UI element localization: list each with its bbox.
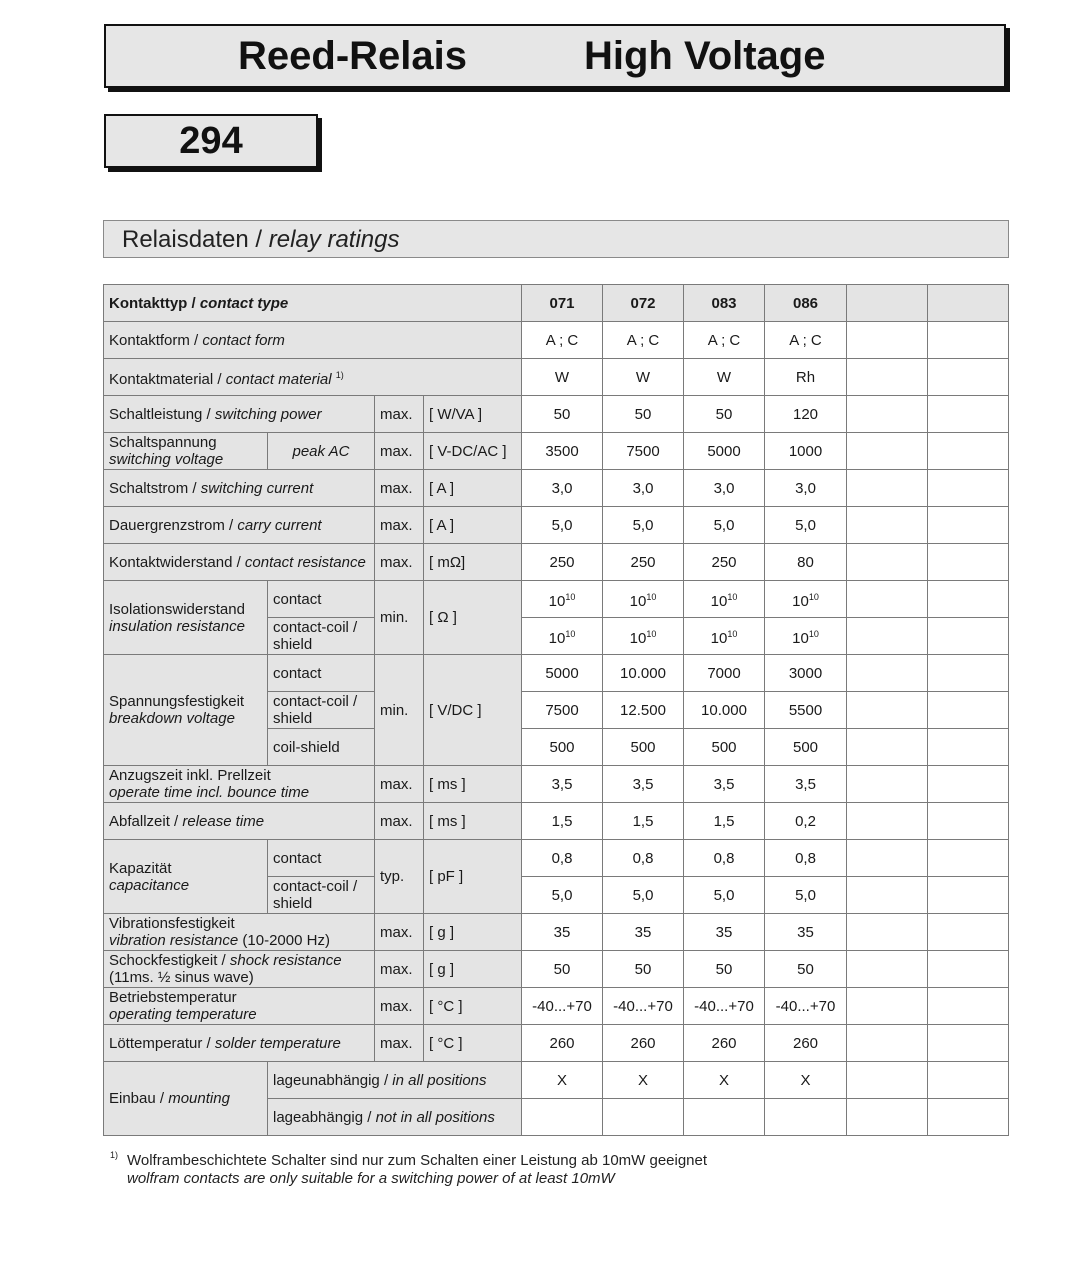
- table-cell: [928, 581, 1009, 618]
- table-cell: [847, 322, 928, 359]
- table-row-switching-power: [104, 396, 1009, 433]
- table-cell: [847, 803, 928, 840]
- table-cell: 35: [765, 914, 847, 951]
- row-label: Abfallzeit / release time: [104, 803, 375, 840]
- table-cell: 260: [603, 1025, 684, 1062]
- table-cell: [847, 655, 928, 692]
- table-cell: 500: [684, 729, 765, 766]
- table-cell: 50: [765, 951, 847, 988]
- table-cell: X: [684, 1062, 765, 1099]
- table-cell: 5000: [684, 433, 765, 470]
- row-unit: [ pF ]: [424, 840, 522, 914]
- table-cell: 3500: [522, 433, 603, 470]
- table-cell: [928, 507, 1009, 544]
- table-cell: 5500: [765, 692, 847, 729]
- row-qualifier: max.: [375, 433, 424, 470]
- column-header: 086: [765, 285, 847, 322]
- table-cell: 0,8: [603, 840, 684, 877]
- table-row-contact-resistance: [104, 544, 1009, 581]
- row-qualifier: max.: [375, 988, 424, 1025]
- table-row-contact-type: [104, 285, 1009, 322]
- table-row-switching-voltage: [104, 433, 1009, 470]
- document-title-banner: [104, 24, 1006, 88]
- table-cell: 1,5: [603, 803, 684, 840]
- table-cell: 0,8: [522, 840, 603, 877]
- table-cell: [847, 396, 928, 433]
- table-cell: [928, 766, 1009, 803]
- row-sublabel: contact-coil / shield: [268, 877, 375, 914]
- row-label: Dauergrenzstrom / carry current: [104, 507, 375, 544]
- table-cell: 3,0: [603, 470, 684, 507]
- table-row-mounting-all-positions: [104, 1062, 1009, 1099]
- row-sublabel: peak AC: [268, 433, 375, 470]
- table-cell: 50: [522, 951, 603, 988]
- table-cell: [928, 322, 1009, 359]
- table-cell: [928, 470, 1009, 507]
- table-cell: $10^{10}$: [522, 618, 603, 655]
- table-cell: [847, 433, 928, 470]
- row-unit: [ °C ]: [424, 1025, 522, 1062]
- table-cell: 5,0: [522, 877, 603, 914]
- table-cell: 120: [765, 396, 847, 433]
- section-title-de: Relaisdaten /: [122, 226, 269, 253]
- table-cell: 7000: [684, 655, 765, 692]
- table-cell: [603, 1099, 684, 1136]
- table-cell: 0,8: [765, 840, 847, 877]
- row-qualifier: max.: [375, 544, 424, 581]
- table-cell: A ; C: [684, 322, 765, 359]
- row-sublabel: contact: [268, 840, 375, 877]
- table-cell: $10^{10}$: [603, 581, 684, 618]
- row-label: Kontaktform / contact form: [104, 322, 522, 359]
- table-cell: 0,8: [684, 840, 765, 877]
- footnote-text-en: wolfram contacts are only suitable for a switching power of at least 10mW: [127, 1170, 615, 1187]
- table-row-operating-temperature: [104, 988, 1009, 1025]
- title-reed-relais: Reed-Relais: [238, 34, 467, 78]
- table-cell: [847, 507, 928, 544]
- table-cell: 7500: [603, 433, 684, 470]
- table-row-solder-temperature: [104, 1025, 1009, 1062]
- table-cell: 10.000: [684, 692, 765, 729]
- table-cell: [928, 359, 1009, 396]
- row-label: Kontakttyp / contact type: [104, 285, 522, 322]
- section-heading: [103, 220, 1009, 258]
- column-header: 071: [522, 285, 603, 322]
- table-cell: 3,5: [522, 766, 603, 803]
- table-cell: 5,0: [603, 507, 684, 544]
- row-qualifier: min.: [375, 581, 424, 655]
- table-cell: [847, 470, 928, 507]
- series-number-box: 294: [104, 114, 318, 168]
- row-unit: [ A ]: [424, 507, 522, 544]
- table-cell: [928, 433, 1009, 470]
- table-cell: 50: [522, 396, 603, 433]
- table-row-carry-current: [104, 507, 1009, 544]
- row-unit: [ ms ]: [424, 803, 522, 840]
- row-sublabel: contact: [268, 581, 375, 618]
- table-cell: 5,0: [522, 507, 603, 544]
- row-qualifier: max.: [375, 1025, 424, 1062]
- table-cell: A ; C: [765, 322, 847, 359]
- table-cell: [522, 1099, 603, 1136]
- table-row-contact-material: [104, 359, 1009, 396]
- table-cell: 3,0: [765, 470, 847, 507]
- table-cell: $10^{10}$: [765, 618, 847, 655]
- table-cell: 250: [522, 544, 603, 581]
- row-label: Kapazität capacitance: [104, 840, 268, 914]
- table-cell: [847, 1025, 928, 1062]
- row-label: Kontaktwiderstand / contact resistance: [104, 544, 375, 581]
- table-cell: 35: [603, 914, 684, 951]
- table-cell: 3,0: [522, 470, 603, 507]
- table-cell: [847, 877, 928, 914]
- row-unit: [ V/DC ]: [424, 655, 522, 766]
- table-cell: [847, 840, 928, 877]
- table-cell: [928, 396, 1009, 433]
- table-cell: [928, 1025, 1009, 1062]
- section-title-en: relay ratings: [268, 226, 400, 253]
- row-qualifier: typ.: [375, 840, 424, 914]
- table-row-operate-time: [104, 766, 1009, 803]
- table-cell: [928, 729, 1009, 766]
- table-cell: 80: [765, 544, 847, 581]
- row-unit: [ W/VA ]: [424, 396, 522, 433]
- table-cell: 500: [522, 729, 603, 766]
- row-qualifier: max.: [375, 470, 424, 507]
- table-cell: A ; C: [522, 322, 603, 359]
- table-row-contact-form: [104, 322, 1009, 359]
- table-cell: [847, 914, 928, 951]
- table-cell: 5,0: [765, 877, 847, 914]
- table-cell: W: [522, 359, 603, 396]
- row-unit: [ °C ]: [424, 988, 522, 1025]
- row-label: Löttemperatur / solder temperature: [104, 1025, 375, 1062]
- table-row-breakdown-voltage-contact: [104, 655, 1009, 692]
- table-cell: -40...+70: [765, 988, 847, 1025]
- table-cell: 50: [603, 396, 684, 433]
- table-cell: 5,0: [765, 507, 847, 544]
- table-cell: 500: [603, 729, 684, 766]
- table-cell: [847, 766, 928, 803]
- table-cell: [847, 581, 928, 618]
- table-cell: 50: [684, 951, 765, 988]
- row-label: Schaltleistung / switching power: [104, 396, 375, 433]
- table-cell: 3,5: [603, 766, 684, 803]
- table-cell: [847, 951, 928, 988]
- row-unit: [ g ]: [424, 951, 522, 988]
- table-cell: [928, 803, 1009, 840]
- row-qualifier: min.: [375, 655, 424, 766]
- table-cell: 250: [603, 544, 684, 581]
- row-sublabel: contact-coil / shield: [268, 618, 375, 655]
- row-label: Spannungsfestigkeit breakdown voltage: [104, 655, 268, 766]
- row-qualifier: max.: [375, 914, 424, 951]
- table-cell: X: [765, 1062, 847, 1099]
- row-label: Vibrationsfestigkeit vibration resistance (10-2000 Hz): [104, 914, 375, 951]
- row-sublabel: coil-shield: [268, 729, 375, 766]
- row-sublabel: lageunabhängig / in all positions: [268, 1062, 522, 1099]
- table-row-shock-resistance: [104, 951, 1009, 988]
- table-cell: A ; C: [603, 322, 684, 359]
- row-unit: [ ms ]: [424, 766, 522, 803]
- table-cell: 35: [684, 914, 765, 951]
- table-cell: [928, 1099, 1009, 1136]
- table-cell: 5,0: [603, 877, 684, 914]
- row-unit: [ mΩ]: [424, 544, 522, 581]
- table-cell: 5000: [522, 655, 603, 692]
- row-label: Isolationswiderstand insulation resistance: [104, 581, 268, 655]
- table-cell: [928, 840, 1009, 877]
- table-cell: 5,0: [684, 507, 765, 544]
- row-label: Schaltstrom / switching current: [104, 470, 375, 507]
- table-cell: [928, 692, 1009, 729]
- row-label: Schockfestigkeit / shock resistance (11ms. ½ sinus wave): [104, 951, 375, 988]
- table-cell: [928, 877, 1009, 914]
- table-cell: $10^{10}$: [684, 581, 765, 618]
- table-row-switching-current: [104, 470, 1009, 507]
- table-cell: -40...+70: [603, 988, 684, 1025]
- table-cell: 50: [603, 951, 684, 988]
- table-cell: [847, 692, 928, 729]
- column-header: 083: [684, 285, 765, 322]
- table-cell: [847, 988, 928, 1025]
- table-cell: [847, 544, 928, 581]
- table-cell: 1,5: [684, 803, 765, 840]
- table-cell: $10^{10}$: [603, 618, 684, 655]
- table-cell: 35: [522, 914, 603, 951]
- table-cell: [847, 618, 928, 655]
- table-cell: [847, 1062, 928, 1099]
- table-cell: 260: [684, 1025, 765, 1062]
- row-label: Anzugszeit inkl. Prellzeit operate time incl. bounce time: [104, 766, 375, 803]
- table-cell: 250: [684, 544, 765, 581]
- table-cell: -40...+70: [522, 988, 603, 1025]
- column-header: 072: [603, 285, 684, 322]
- table-cell: X: [603, 1062, 684, 1099]
- table-cell: [928, 618, 1009, 655]
- row-label: Kontaktmaterial / contact material $^{1)}$: [104, 359, 522, 396]
- table-cell: $10^{10}$: [765, 581, 847, 618]
- title-high-voltage: High Voltage: [584, 34, 826, 78]
- footnote-text-de: Wolframbeschichtete Schalter sind nur zum Schalten einer Leistung ab 10mW geeignet: [127, 1152, 708, 1169]
- table-row-capacitance-contact: [104, 840, 1009, 877]
- footnote-ref: 1): [335, 369, 344, 380]
- table-cell: 0,2: [765, 803, 847, 840]
- table-cell: 260: [765, 1025, 847, 1062]
- table-cell: [847, 359, 928, 396]
- table-row-vibration-resistance: [104, 914, 1009, 951]
- table-cell: $10^{10}$: [684, 618, 765, 655]
- table-cell: W: [684, 359, 765, 396]
- row-unit: [ V-DC/AC ]: [424, 433, 522, 470]
- row-qualifier: max.: [375, 507, 424, 544]
- row-label: Einbau / mounting: [104, 1062, 268, 1136]
- table-row-insulation-resistance-contact: [104, 581, 1009, 618]
- table-cell: -40...+70: [684, 988, 765, 1025]
- footnote-mark: 1): [110, 1150, 119, 1160]
- row-label: Betriebstemperatur operating temperature: [104, 988, 375, 1025]
- table-cell: 1000: [765, 433, 847, 470]
- table-cell: X: [522, 1062, 603, 1099]
- row-qualifier: max.: [375, 396, 424, 433]
- row-unit: [ Ω ]: [424, 581, 522, 655]
- table-cell: 3,5: [684, 766, 765, 803]
- table-cell: 260: [522, 1025, 603, 1062]
- row-qualifier: max.: [375, 951, 424, 988]
- table-cell: [928, 544, 1009, 581]
- row-sublabel: lageabhängig / not in all positions: [268, 1099, 522, 1136]
- table-cell: [765, 1099, 847, 1136]
- table-cell: 10.000: [603, 655, 684, 692]
- row-label: Schaltspannung switching voltage: [104, 433, 268, 470]
- column-header: [928, 285, 1009, 322]
- table-cell: Rh: [765, 359, 847, 396]
- table-cell: [847, 729, 928, 766]
- relay-ratings-table: [103, 284, 1009, 1136]
- table-cell: [847, 1099, 928, 1136]
- table-cell: [928, 914, 1009, 951]
- table-cell: 12.500: [603, 692, 684, 729]
- table-cell: 7500: [522, 692, 603, 729]
- column-header: [847, 285, 928, 322]
- table-row-release-time: [104, 803, 1009, 840]
- row-sublabel: contact: [268, 655, 375, 692]
- row-unit: [ g ]: [424, 914, 522, 951]
- table-cell: [928, 655, 1009, 692]
- table-cell: 3,5: [765, 766, 847, 803]
- table-cell: 5,0: [684, 877, 765, 914]
- table-cell: 1,5: [522, 803, 603, 840]
- table-cell: [928, 988, 1009, 1025]
- table-cell: [684, 1099, 765, 1136]
- row-unit: [ A ]: [424, 470, 522, 507]
- row-sublabel: contact-coil / shield: [268, 692, 375, 729]
- table-cell: [928, 1062, 1009, 1099]
- table-cell: $10^{10}$: [522, 581, 603, 618]
- table-cell: 3,0: [684, 470, 765, 507]
- table-cell: 3000: [765, 655, 847, 692]
- row-qualifier: max.: [375, 766, 424, 803]
- row-qualifier: max.: [375, 803, 424, 840]
- table-cell: 500: [765, 729, 847, 766]
- table-cell: 50: [684, 396, 765, 433]
- table-cell: [928, 951, 1009, 988]
- table-cell: W: [603, 359, 684, 396]
